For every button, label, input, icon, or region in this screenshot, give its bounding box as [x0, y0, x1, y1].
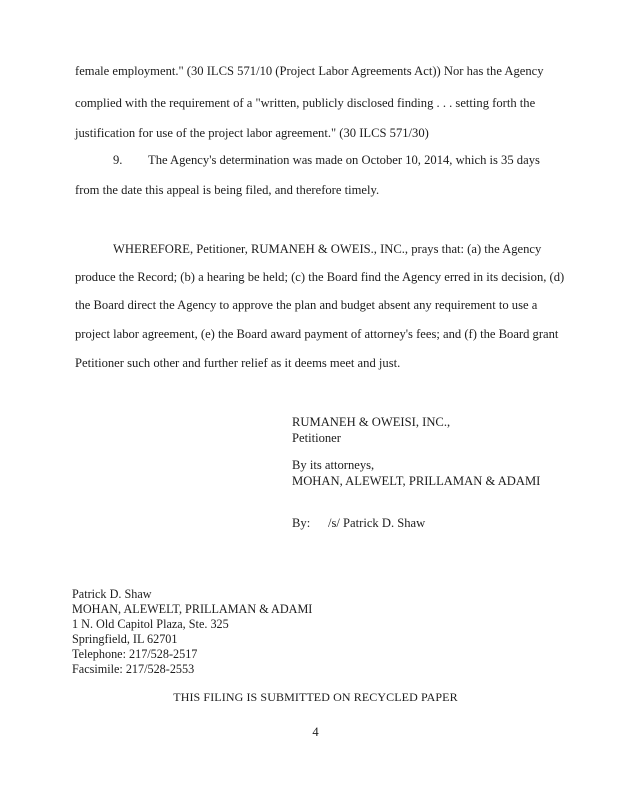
page-number: 4 [312, 725, 319, 739]
contact-name: Patrick D. Shaw [72, 587, 152, 601]
recycled-paper-note: THIS FILING IS SUBMITTED ON RECYCLED PAPER [173, 690, 458, 704]
contact-facsimile: Facsimile: 217/528-2553 [72, 662, 195, 676]
wherefore-line-3: the Board direct the Agency to approve the plan and budget absent any requirement to use a [75, 298, 538, 312]
signature-party-name: RUMANEH & OWEISI, INC., [292, 415, 451, 429]
paragraph-8-line-2: complied with the requirement of a "written, publicly disclosed finding . . . setting forth the [75, 96, 536, 110]
wherefore-line-5: Petitioner such other and further relief as it deems meet and just. [75, 356, 401, 370]
contact-telephone: Telephone: 217/528-2517 [72, 647, 198, 661]
wherefore-line-1: WHEREFORE, Petitioner, RUMANEH & OWEIS., INC., prays that: (a) the Agency [113, 242, 542, 256]
wherefore-line-4: project labor agreement, (e) the Board award payment of attorney's fees; and (f) the Board grant [75, 327, 559, 341]
signature-party-role: Petitioner [292, 431, 341, 445]
paragraph-8-line-1: female employment." (30 ILCS 571/10 (Project Labor Agreements Act)) Nor has the Agency [75, 64, 544, 78]
contact-firm: MOHAN, ALEWELT, PRILLAMAN & ADAMI [72, 602, 313, 616]
signature-firm: MOHAN, ALEWELT, PRILLAMAN & ADAMI [292, 474, 541, 488]
paragraph-8-line-3: justification for use of the project labor agreement." (30 ILCS 571/30) [75, 126, 429, 140]
contact-address-line-2: Springfield, IL 62701 [72, 632, 178, 646]
signature-by-label: By: [292, 516, 311, 530]
contact-address-line-1: 1 N. Old Capitol Plaza, Ste. 325 [72, 617, 229, 631]
paragraph-9-line-1: The Agency's determination was made on October 10, 2014, which is 35 days [148, 153, 540, 167]
signature-signer: /s/ Patrick D. Shaw [328, 516, 426, 530]
wherefore-line-2: produce the Record; (b) a hearing be held; (c) the Board find the Agency erred in its decision, (d) [75, 270, 565, 284]
paragraph-9-number: 9. [113, 153, 123, 167]
paragraph-9-line-2: from the date this appeal is being filed, and therefore timely. [75, 183, 380, 197]
signature-by-attorneys: By its attorneys, [292, 458, 375, 472]
